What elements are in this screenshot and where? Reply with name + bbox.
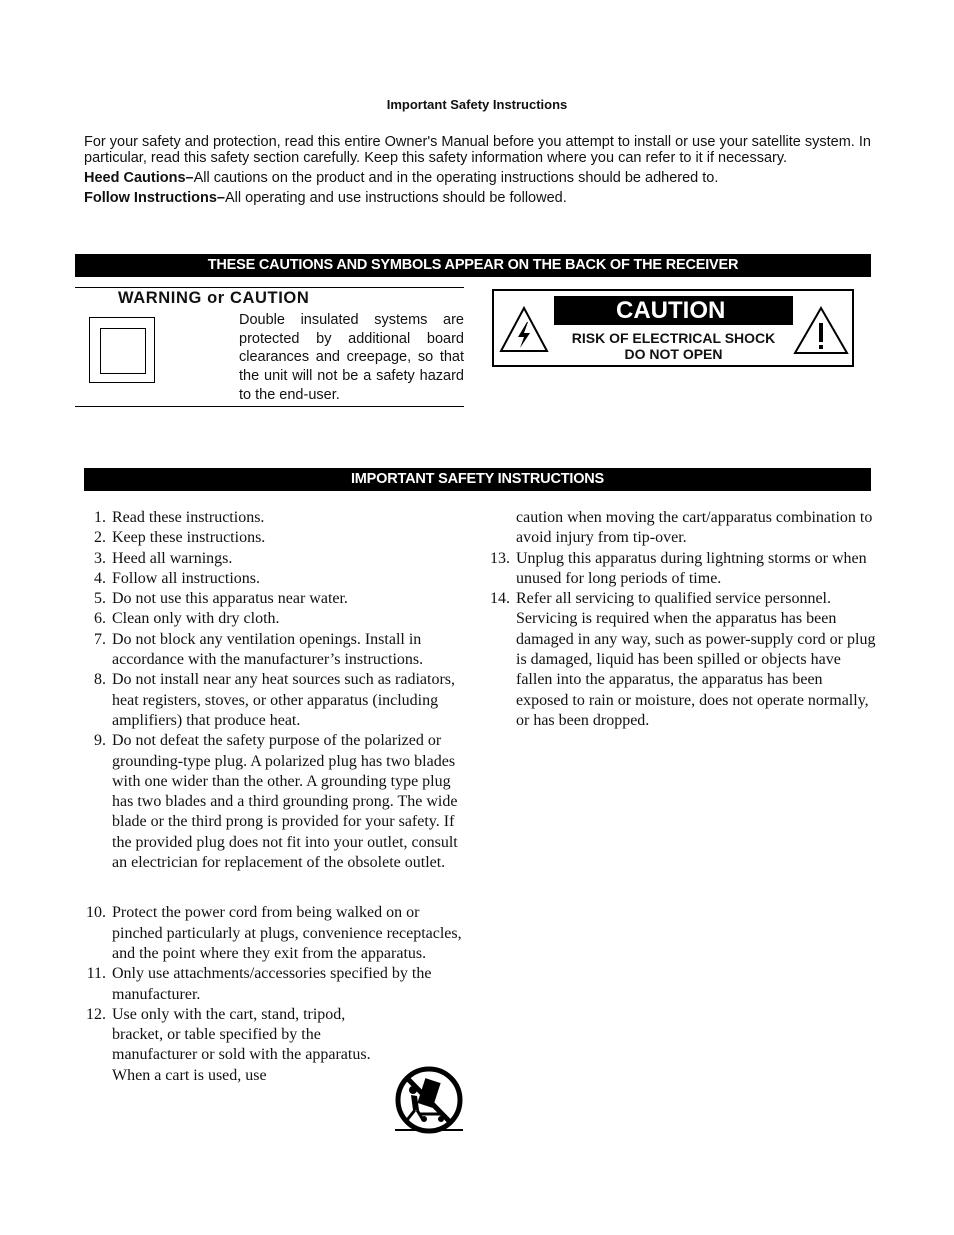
- list-item: 3. Heed all warnings.: [94, 549, 233, 567]
- caution-title: CAUTION: [554, 296, 793, 325]
- cart-tip-over-warning-icon: [393, 1066, 465, 1136]
- double-insulation-icon-inner: [100, 328, 146, 374]
- list-item: 11. Only use attachments/accessories specified by the manufacturer.: [86, 965, 432, 1003]
- follow-instructions-label: Follow Instructions–: [84, 190, 225, 206]
- list-item: 2. Keep these instructions.: [94, 529, 266, 547]
- intro-section: [84, 134, 874, 210]
- list-item: 14. Refer all servicing to qualified service personnel. Servicing is required when the apparatus has been damaged in any way, such as power-supply cord or plug is damaged, liquid has been spilled or objects have fallen into the apparatus, the apparatus has been exposed to rain or moisture, does not operate normally, or has been dropped.: [490, 590, 876, 729]
- list-item: 6. Clean only with dry cloth.: [94, 610, 280, 628]
- safety-instructions-banner: IMPORTANT SAFETY INSTRUCTIONS: [84, 468, 871, 491]
- list-item: 9. Do not defeat the safety purpose of the polarized or grounding-type plug. A polarized plug has two blades with one wider than the other. A grounding type plug has two blades and a third grounding prong. The wide blade or the third prong is provided for your safety. If the provided plug does not fit into your outlet, consult an electrician for replacement of the obsolete outlet.: [94, 732, 458, 872]
- list-item: 12. Use only with the cart, stand, tripod, bracket, or table specified by the manufacturer or sold with the apparatus. When a cart is used, use: [86, 1005, 371, 1084]
- heed-cautions: [84, 170, 874, 186]
- back-of-receiver-banner: THESE CAUTIONS AND SYMBOLS APPEAR ON THE BACK OF THE RECEIVER: [75, 254, 871, 277]
- list-item: 10. Protect the power cord from being walked on or pinched particularly at plugs, convenience receptacles, and the point where they exit from the apparatus.: [86, 904, 462, 962]
- heed-cautions-text: All cautions on the product and in the operating instructions should be adhered to.: [193, 170, 719, 186]
- list-item: 8. Do not install near any heat sources such as radiators, heat registers, stoves, or other apparatus (including amplifiers) that produce heat.: [94, 671, 456, 729]
- list-item: caution when moving the cart/apparatus combination to avoid injury from tip-over.: [516, 509, 873, 547]
- lightning-warning-icon: [499, 306, 549, 354]
- instructions-list-right: [488, 508, 878, 731]
- caution-line-1: RISK OF ELECTRICAL SHOCK: [571, 330, 776, 346]
- follow-instructions-text: All operating and use instructions should be followed.: [224, 190, 567, 206]
- warning-title: WARNING or CAUTION: [118, 289, 310, 307]
- intro-paragraph: For your safety and protection, read this entire Owner's Manual before you attempt to install or use your satellite system. In particular, read this safety section carefully. Keep this safety information where you can refer to it if necessary.: [84, 134, 871, 166]
- exclamation-warning-icon: [793, 306, 849, 356]
- list-item: 4. Follow all instructions.: [94, 569, 260, 587]
- warning-text: Double insulated systems are protected by additional board clearances and creepage, so that the unit will not be a safety hazard to the end-user.: [239, 312, 464, 403]
- heed-cautions-label: Heed Cautions–: [84, 170, 194, 186]
- instructions-list-left: [84, 508, 470, 1086]
- caution-subtitle: [554, 331, 793, 362]
- list-item: 13. Unplug this apparatus during lightning storms or when unused for long periods of time.: [490, 549, 867, 587]
- caution-line-2: DO NOT OPEN: [624, 345, 723, 362]
- page-title: Important Safety Instructions: [386, 97, 568, 112]
- list-item: 5. Do not use this apparatus near water.: [94, 590, 348, 608]
- follow-instructions: [84, 190, 874, 206]
- list-item: 1. Read these instructions.: [94, 509, 265, 526]
- list-item: 7. Do not block any ventilation openings. Install in accordance with the manufacturer’s instructions.: [94, 630, 424, 669]
